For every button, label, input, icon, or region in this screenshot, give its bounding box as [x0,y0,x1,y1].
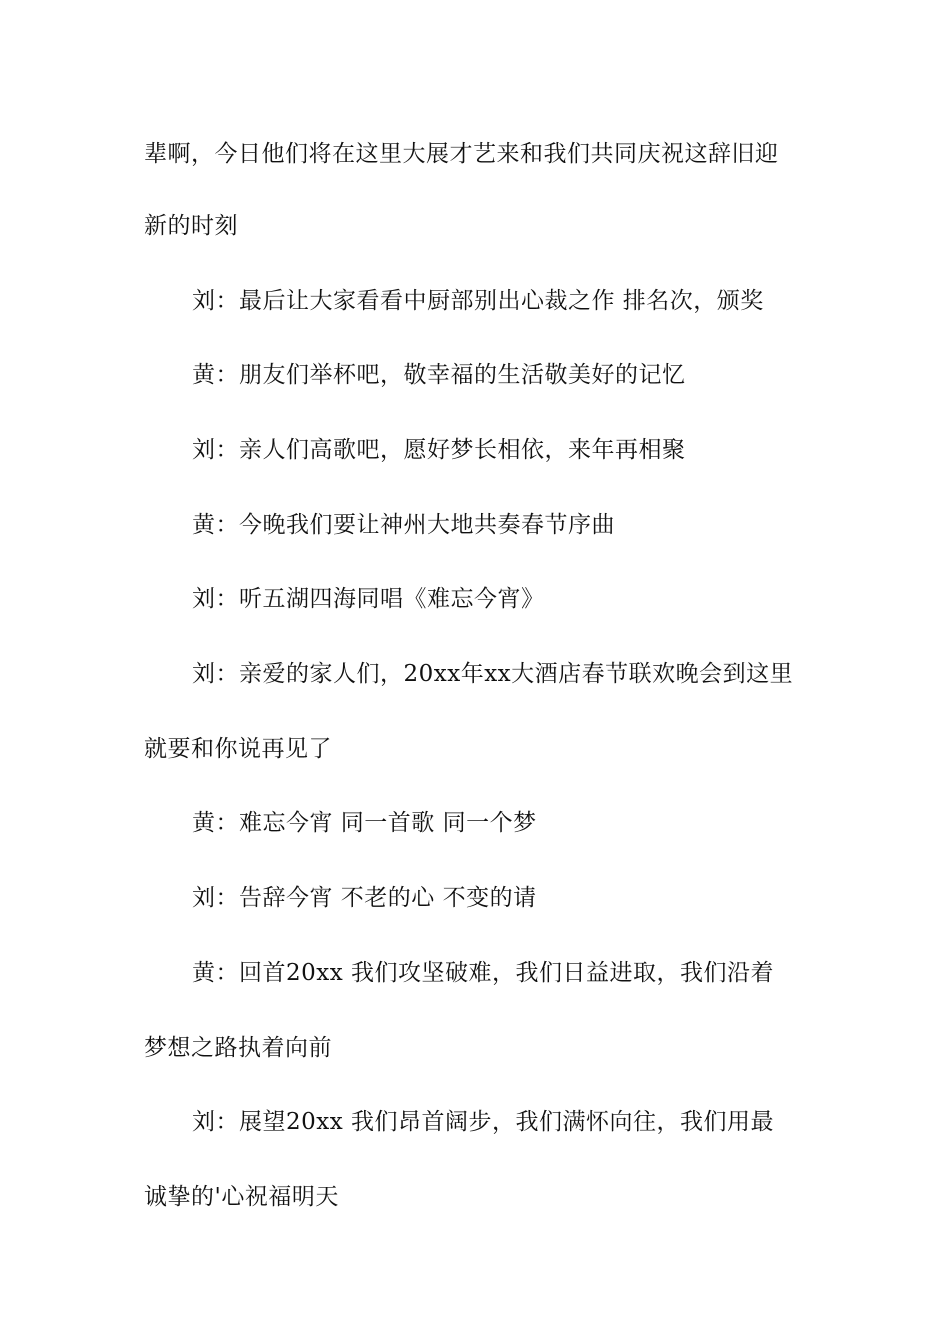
text-line: 黄：回首20xx 我们攻坚破难，我们日益进取，我们沿着 [192,960,775,986]
text-line: 刘：展望20xx 我们昂首阔步，我们满怀向往，我们用最 [192,1109,775,1135]
text-line: 刘：告辞今宵 不老的心 不变的请 [192,885,537,911]
text-line: 刘：最后让大家看看中厨部别出心裁之作 排名次，颁奖 [192,288,764,314]
text-line: 就要和你说再见了 [144,736,332,762]
text-line: 刘：亲人们高歌吧，愿好梦长相依，来年再相聚 [192,437,686,463]
text-line: 黄：朋友们举杯吧，敬幸福的生活敬美好的记忆 [192,362,686,388]
text-line: 黄：难忘今宵 同一首歌 同一个梦 [192,810,537,836]
text-line: 刘：亲爱的家人们，20xx年xx大酒店春节联欢晚会到这里 [192,661,794,687]
text-line: 梦想之路执着向前 [144,1035,332,1061]
text-line: 刘：听五湖四海同唱《难忘今宵》 [192,586,545,612]
text-line: 黄：今晚我们要让神州大地共奏春节序曲 [192,512,615,538]
text-line: 诚挚的'心祝福明天 [144,1184,339,1210]
text-line: 新的时刻 [144,213,238,239]
text-line: 辈啊，今日他们将在这里大展才艺来和我们共同庆祝这辞旧迎 [144,141,779,167]
